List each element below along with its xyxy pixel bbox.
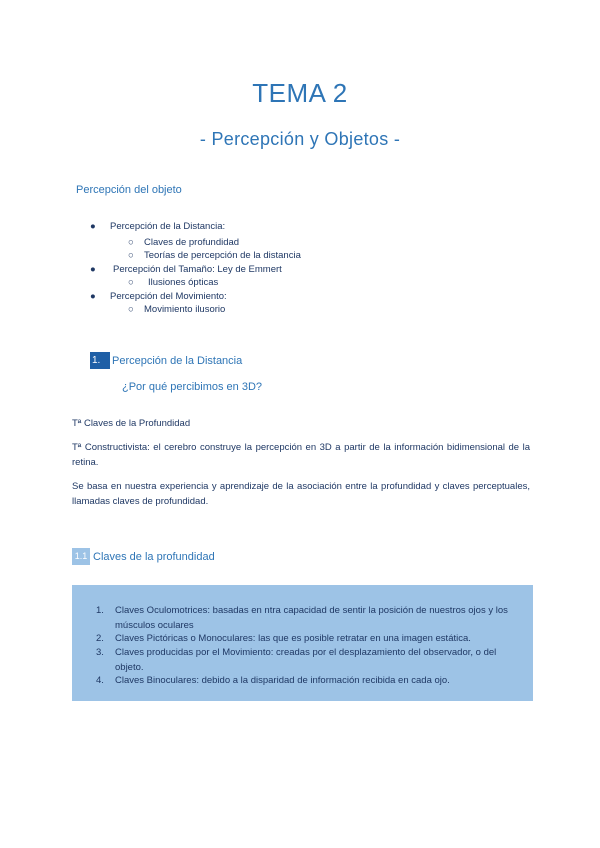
list-item-text: Movimiento ilusorio <box>144 304 226 315</box>
list-item-number: 1. <box>96 605 104 616</box>
heading-distance: Percepción de la Distancia <box>112 355 243 367</box>
question-text: ¿Por qué percibimos en 3D? <box>122 381 263 393</box>
list-item <box>128 250 301 261</box>
list-item-text: Teorías de percepción de la distancia <box>144 250 301 261</box>
section-heading: Percepción del objeto <box>76 184 182 196</box>
subheading-number-badge: 1.1 <box>72 548 90 565</box>
list-item-number: 4. <box>96 675 104 686</box>
circle-bullet-icon: ○ <box>128 250 134 261</box>
list-item-text: Claves producidas por el Movimiento: creadas por el desplazamiento del observador, o del objeto. <box>115 647 497 673</box>
list-item <box>128 237 239 248</box>
paragraph-constructivista: Tª Constructivista: el cerebro construye la percepción en 3D a partir de la información bidimensional de la retina. <box>72 442 530 468</box>
paragraph-experiencia: Se basa en nuestra experiencia y aprendizaje de la asociación entre la profundidad y claves perceptuales, llamadas claves de profundidad. <box>72 481 530 507</box>
list-item <box>90 221 225 232</box>
page-subtitle: - Percepción y Objetos - <box>199 129 401 149</box>
circle-bullet-icon: ○ <box>128 304 134 315</box>
circle-bullet-icon: ○ <box>128 277 134 288</box>
list-item-number: 2. <box>96 633 104 644</box>
page-title: TEMA 2 <box>252 78 348 108</box>
paragraph-claves: Tª Claves de la Profundidad <box>72 418 191 429</box>
bullet-icon: ● <box>90 291 96 302</box>
list-item <box>90 264 282 275</box>
bullet-icon: ● <box>90 221 96 232</box>
heading-number-badge: 1. <box>90 352 110 369</box>
claves-box <box>72 585 533 701</box>
list-item-number: 3. <box>96 647 104 658</box>
list-item-text: Claves Binoculares: debido a la disparidad de información recibida en cada ojo. <box>115 675 450 686</box>
list-item-text: Percepción de la Distancia: <box>110 221 226 232</box>
subheading-profundidad: Claves de la profundidad <box>93 551 215 563</box>
list-item-text: Claves de profundidad <box>144 237 240 248</box>
circle-bullet-icon: ○ <box>128 237 134 248</box>
bullet-icon: ● <box>90 264 96 275</box>
list-item <box>128 277 218 288</box>
list-item-text: Percepción del Movimiento: <box>110 291 227 302</box>
list-item <box>90 291 227 302</box>
list-item-text: Ilusiones ópticas <box>148 277 219 288</box>
list-item-text: Claves Pictóricas o Monoculares: las que es posible retratar en una imagen estática. <box>115 633 471 644</box>
list-item-text: Claves Oculomotrices: basadas en ntra capacidad de sentir la posición de nuestros ojos y los músculos oculares <box>115 605 508 631</box>
list-item-text: Percepción del Tamaño: Ley de Emmert <box>113 264 282 275</box>
list-item <box>128 304 225 315</box>
